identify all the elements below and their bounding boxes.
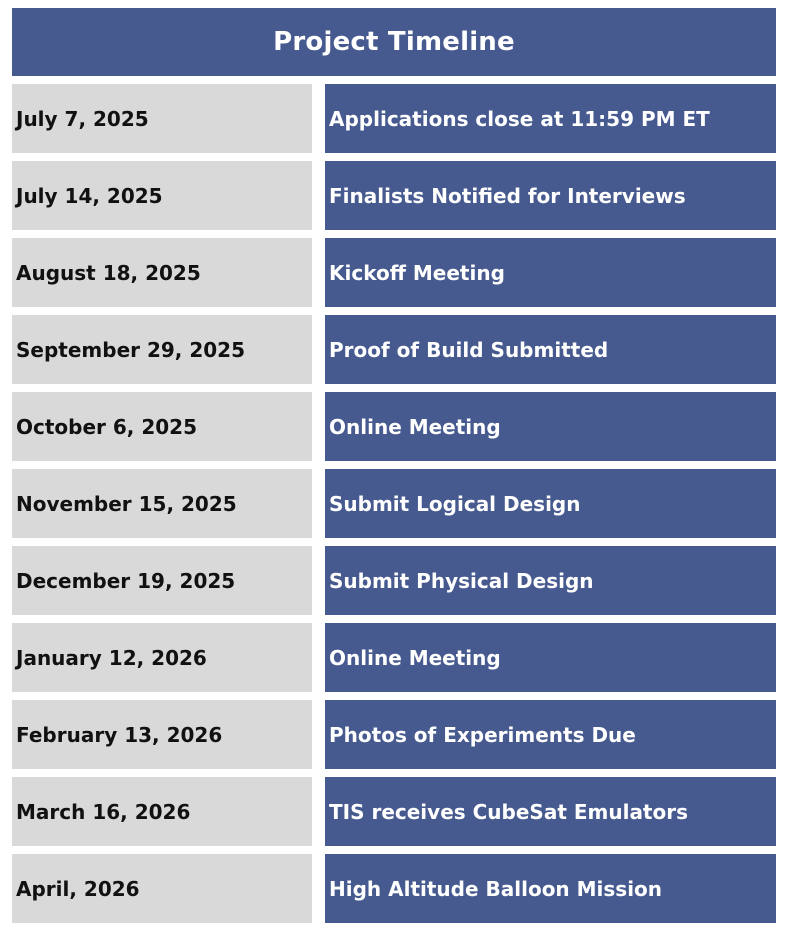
date-text: December 19, 2025 bbox=[16, 568, 236, 593]
page-title: Project Timeline bbox=[273, 27, 515, 57]
event-cell bbox=[325, 700, 776, 769]
date-cell bbox=[12, 238, 312, 307]
event-cell bbox=[325, 469, 776, 538]
event-cell bbox=[325, 546, 776, 615]
timeline-row bbox=[12, 392, 776, 461]
event-cell bbox=[325, 84, 776, 153]
row-gap bbox=[312, 469, 325, 538]
date-text: January 12, 2026 bbox=[16, 645, 207, 670]
event-text: Finalists Notified for Interviews bbox=[329, 183, 686, 208]
event-text: Online Meeting bbox=[329, 414, 501, 439]
date-text: October 6, 2025 bbox=[16, 414, 198, 439]
date-text: April, 2026 bbox=[16, 876, 140, 901]
row-gap bbox=[312, 623, 325, 692]
row-gap bbox=[312, 161, 325, 230]
timeline-row bbox=[12, 238, 776, 307]
date-cell bbox=[12, 469, 312, 538]
date-cell bbox=[12, 161, 312, 230]
date-cell bbox=[12, 84, 312, 153]
date-text: February 13, 2026 bbox=[16, 722, 223, 747]
event-text: Kickoff Meeting bbox=[329, 260, 505, 285]
row-gap bbox=[312, 854, 325, 923]
date-text: August 18, 2025 bbox=[16, 260, 201, 285]
row-gap bbox=[312, 777, 325, 846]
row-gap bbox=[312, 392, 325, 461]
event-text: High Altitude Balloon Mission bbox=[329, 876, 663, 901]
date-text: September 29, 2025 bbox=[16, 337, 246, 362]
event-cell bbox=[325, 854, 776, 923]
timeline-row bbox=[12, 469, 776, 538]
event-cell bbox=[325, 623, 776, 692]
date-text: November 15, 2025 bbox=[16, 491, 237, 516]
timeline-row bbox=[12, 546, 776, 615]
event-cell bbox=[325, 315, 776, 384]
timeline-table bbox=[12, 84, 776, 923]
date-text: March 16, 2026 bbox=[16, 799, 191, 824]
timeline-row bbox=[12, 161, 776, 230]
timeline-row bbox=[12, 854, 776, 923]
timeline-row bbox=[12, 84, 776, 153]
row-gap bbox=[312, 315, 325, 384]
event-cell bbox=[325, 392, 776, 461]
date-cell bbox=[12, 777, 312, 846]
event-cell bbox=[325, 161, 776, 230]
event-cell bbox=[325, 238, 776, 307]
timeline-row bbox=[12, 623, 776, 692]
event-text: Online Meeting bbox=[329, 645, 501, 670]
event-text: Proof of Build Submitted bbox=[329, 337, 609, 362]
row-gap bbox=[312, 700, 325, 769]
row-gap bbox=[312, 84, 325, 153]
row-gap bbox=[312, 546, 325, 615]
date-cell bbox=[12, 623, 312, 692]
event-text: Submit Logical Design bbox=[329, 491, 581, 516]
event-text: Submit Physical Design bbox=[329, 568, 594, 593]
event-text: TIS receives CubeSat Emulators bbox=[329, 799, 689, 824]
event-text: Photos of Experiments Due bbox=[329, 722, 636, 747]
date-cell bbox=[12, 315, 312, 384]
event-text: Applications close at 11:59 PM ET bbox=[329, 106, 710, 131]
date-text: July 7, 2025 bbox=[16, 106, 149, 131]
timeline-row bbox=[12, 777, 776, 846]
timeline-row bbox=[12, 700, 776, 769]
date-cell bbox=[12, 392, 312, 461]
date-cell bbox=[12, 854, 312, 923]
timeline-row bbox=[12, 315, 776, 384]
date-text: July 14, 2025 bbox=[16, 183, 163, 208]
date-cell bbox=[12, 700, 312, 769]
event-cell bbox=[325, 777, 776, 846]
row-gap bbox=[312, 238, 325, 307]
timeline-header bbox=[12, 8, 776, 76]
date-cell bbox=[12, 546, 312, 615]
